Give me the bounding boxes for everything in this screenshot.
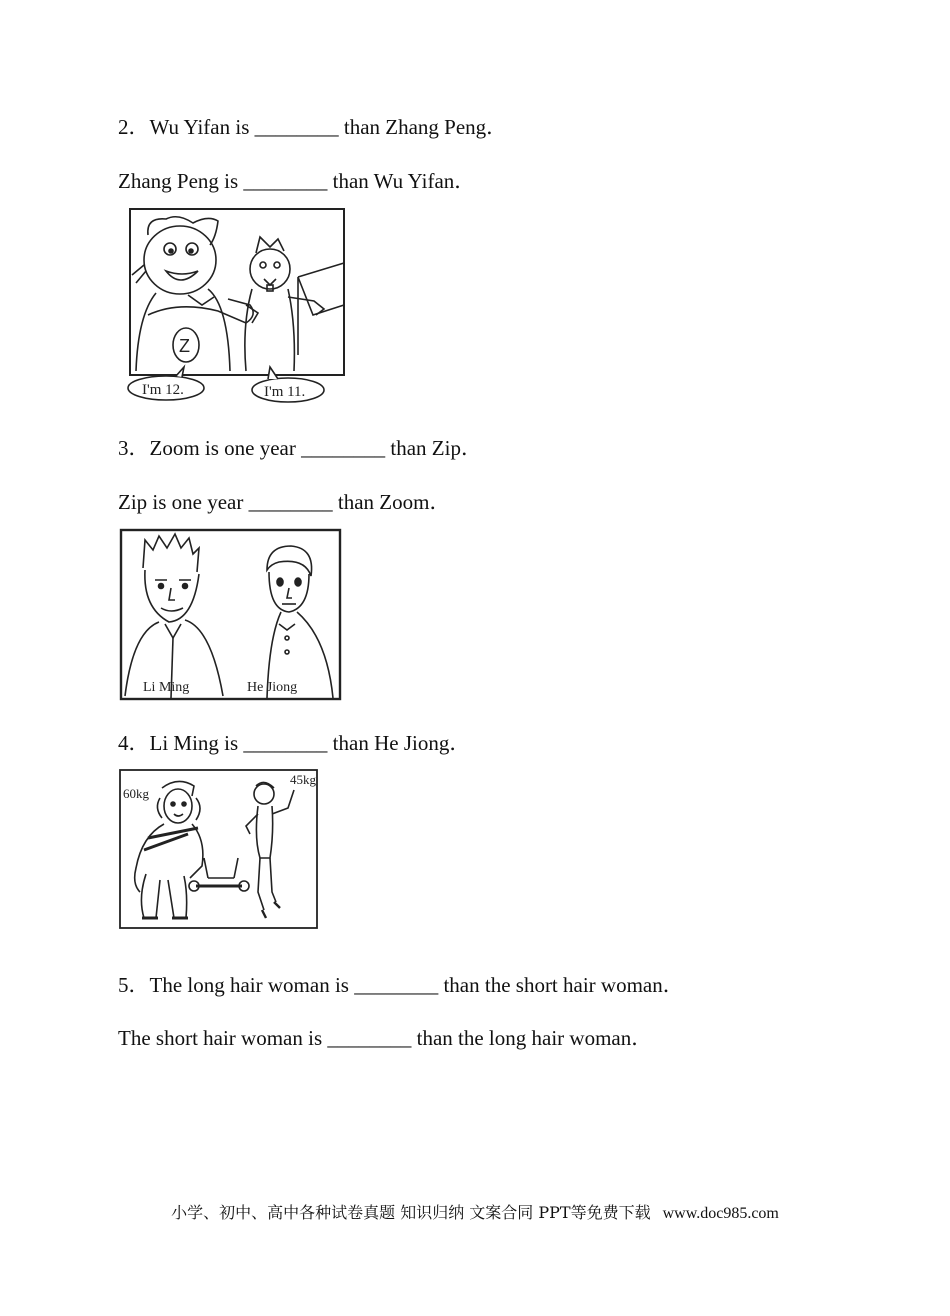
q3-line-1: 3．Zoom is one year ________ than Zip． — [118, 436, 482, 460]
label-li-ming: Li Ming — [143, 680, 190, 695]
q2-line-2: Zhang Peng is ________ than Wu Yifan． — [118, 169, 476, 193]
q4-line-1: 4．Li Ming is ________ than He Jiong． — [118, 731, 471, 755]
q5-line-2: The short hair woman is ________ than the long hair woman． — [118, 1026, 653, 1050]
q5-line-1: 5．The long hair woman is ________ than the short hair woman． — [118, 973, 684, 997]
footer-url-link[interactable]: www.doc985.com — [662, 1205, 779, 1222]
q2-line-1: 2．Wu Yifan is ________ than Zhang Peng． — [118, 115, 508, 139]
zoom-badge: Z — [179, 336, 190, 356]
speech-bubble-right: I'm 11. — [264, 384, 306, 400]
speech-bubble-left: I'm 12. — [142, 382, 184, 398]
footer-text: 小学、初中、高中各种试卷真题 知识归纳 文案合同 PPT等免费下载 — [171, 1203, 651, 1222]
q3-line-2: Zip is one year ________ than Zoom． — [118, 490, 451, 514]
zoom-zip-picture — [118, 205, 348, 405]
page-footer — [0, 1200, 950, 1223]
weight-label-45kg: 45kg — [290, 772, 316, 787]
li-ming-he-jiong-picture — [119, 528, 343, 703]
label-he-jiong: He Jiong — [247, 680, 298, 695]
weight-picture — [118, 768, 320, 932]
weight-label-60kg: 60kg — [123, 786, 149, 801]
